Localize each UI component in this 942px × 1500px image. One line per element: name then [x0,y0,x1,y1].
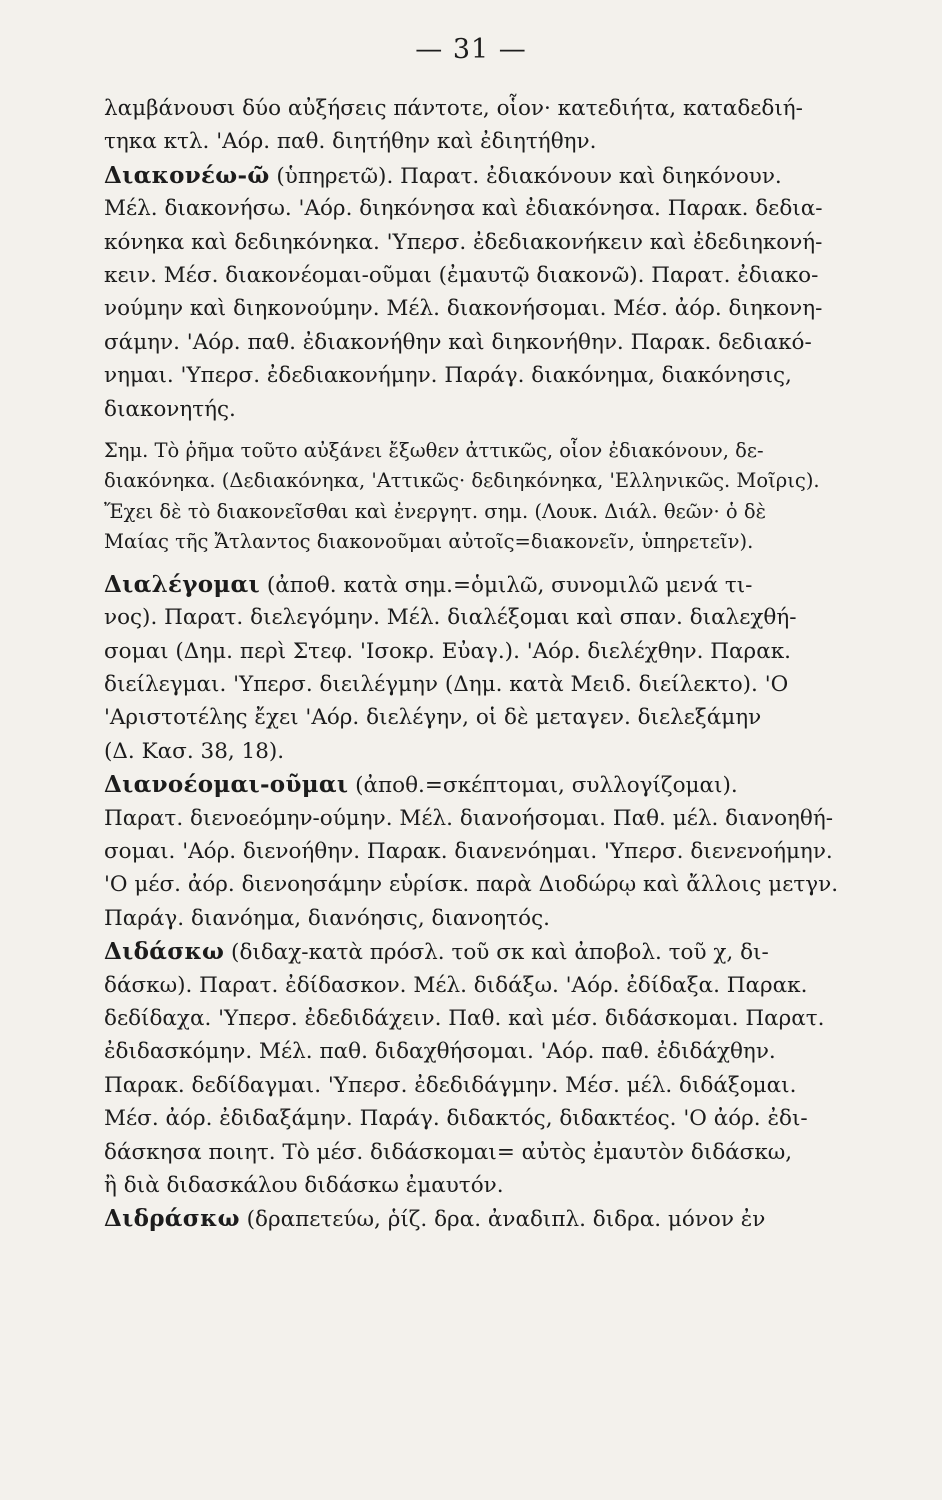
text-line: ἐδιδασκόμην. Μέλ. παθ. διδαχθήσομαι. 'Αόρ. παθ. ἐδιδάχθην. [104,1039,776,1065]
entry-first-line [104,935,864,968]
entry-definition: (δραπετεύω, ῥίζ. δρα. ἀναδιπλ. διδρα. μόνον ἐν [239,1207,766,1233]
text-line: νούμην καὶ διηκονούμην. Μέλ. διακονήσομαι. Μέσ. ἀόρ. διηκονη- [104,296,823,322]
text-line: τηκα κτλ. 'Αόρ. παθ. διητήθην καὶ ἐδιητήθην. [104,129,597,155]
entry-first-line [104,768,864,801]
entry-definition: (διδαχ-κατὰ πρόσλ. τοῦ σκ καὶ ἀποβολ. τοῦ χ, δι- [224,940,769,966]
text-line: νος). Παρατ. διελεγόμην. Μέλ. διαλέξομαι καὶ σπαν. διαλεχθή- [104,605,797,631]
entry-first-line [104,568,864,601]
entry-definition: (ἀποθ. κατὰ σημ.=ὁμιλῶ, συνομιλῶ μενά τι- [259,572,753,598]
text-line: 'Αριστοτέλης ἔχει 'Αόρ. διελέγην, οἱ δὲ μεταγεν. διελεξάμην [104,705,762,731]
entry-definition: (ὑπηρετῶ). Παρατ. ἐδιακόνουν καὶ διηκόνουν. [269,163,782,189]
text-line: διακονητής. [104,396,236,422]
text-line: Μέλ. διακονήσω. 'Αόρ. διηκόνησα καὶ ἐδιακόνησα. Παρακ. δεδια- [104,196,823,222]
text-line: δάσκω). Παρατ. ἐδίδασκον. Μέλ. διδάξω. 'Αόρ. ἐδίδαξα. Παρακ. [104,972,808,998]
text-line: διείλεγμαι. 'Υπερσ. διειλέγμην (Δημ. κατὰ Μειδ. διείλεκτο). 'Ο [104,672,789,698]
text-line: σομαι. 'Αόρ. διενοήθην. Παρακ. διανενόημαι. 'Υπερσ. διενενοήμην. [104,839,833,865]
text-line: κόνηκα καὶ δεδιηκόνηκα. 'Υπερσ. ἐδεδιακονήκειν καὶ ἐδεδιηκονή- [104,229,823,255]
text-line: Παρατ. διενοεόμην-ούμην. Μέλ. διανοήσομαι. Παθ. μέλ. διανοηθή- [104,805,834,831]
entry-first-line [104,159,864,192]
note-line: Μαίας τῆς Ἄτλαντος διακονοῦμαι αὐτοῖς=διακονεῖν, ὑπηρετεῖν). [104,530,754,554]
note-line: διακόνηκα. (Δεδιακόνηκα, 'Αττικῶς· δεδιηκόνηκα, 'Ελληνικῶς. Μοῖρις). [104,469,820,493]
text-line: Παράγ. διανόημα, διανόησις, διανοητός. [104,905,550,931]
entry-headword: Διδάσκω [104,938,225,966]
entry-headword: Διακονέω-ῶ [104,161,270,189]
text-line: δεδίδαχα. 'Υπερσ. ἐδεδιδάχειν. Παθ. καὶ μέσ. διδάσκομαι. Παρατ. [104,1005,825,1031]
note-line: Σημ. Τὸ ῥῆμα τοῦτο αὐξάνει ἔξωθεν ἀττικῶς, οἷον ἐδιακόνουν, δε- [104,438,764,462]
text-line: δάσκησα ποιητ. Τὸ μέσ. διδάσκομαι= αὐτὸς ἐμαυτὸν διδάσκω, [104,1139,793,1165]
entry-headword: Διανοέομαι-οῦμαι [104,771,349,799]
entry-definition: (ἀποθ.=σκέπτομαι, συλλογίζομαι). [348,773,738,799]
text-line: κειν. Μέσ. διακονέομαι-οῦμαι (ἐμαυτῷ διακονῶ). Παρατ. ἐδιακο- [104,262,819,288]
entry-headword: Διδράσκω [104,1205,240,1233]
dictionary-text [104,92,864,1236]
text-line: νημαι. 'Υπερσ. ἐδεδιακονήμην. Παράγ. διακόνημα, διακόνησις, [104,363,792,389]
entry-first-line [104,1202,864,1235]
note-line: Ἔχει δὲ τὸ διακονεῖσθαι καὶ ἐνεργητ. σημ. (Λουκ. Διάλ. θεῶν· ὁ δὲ [104,499,767,523]
text-line: Μέσ. ἀόρ. ἐδιδαξάμην. Παράγ. διδακτός, διδακτέος. 'Ο ἀόρ. ἐδι- [104,1106,808,1132]
text-line: σομαι (Δημ. περὶ Στεφ. 'Ισοκρ. Εὐαγ.). 'Αόρ. διελέχθην. Παρακ. [104,638,791,664]
text-line: Παρακ. δεδίδαγμαι. 'Υπερσ. ἐδεδιδάγμην. Μέσ. μέλ. διδάξομαι. [104,1072,797,1098]
page-number: — 31 — [415,34,527,65]
text-line: (Δ. Κασ. 38, 18). [104,738,285,764]
text-line: 'Ο μέσ. ἀόρ. διενοησάμην εὑρίσκ. παρὰ Διοδώρῳ καὶ ἄλλοις μετγν. [104,872,839,898]
text-line: σάμην. 'Αόρ. παθ. ἐδιακονήθην καὶ διηκονήθην. Παρακ. δεδιακό- [104,329,812,355]
text-line: λαμβάνουσι δύο αὐξήσεις πάντοτε, οἷον· κατεδιήτα, καταδεδιή- [104,96,803,121]
entry-headword: Διαλέγομαι [104,570,260,598]
text-line: ἢ διὰ διδασκάλου διδάσκω ἐμαυτόν. [104,1172,504,1198]
